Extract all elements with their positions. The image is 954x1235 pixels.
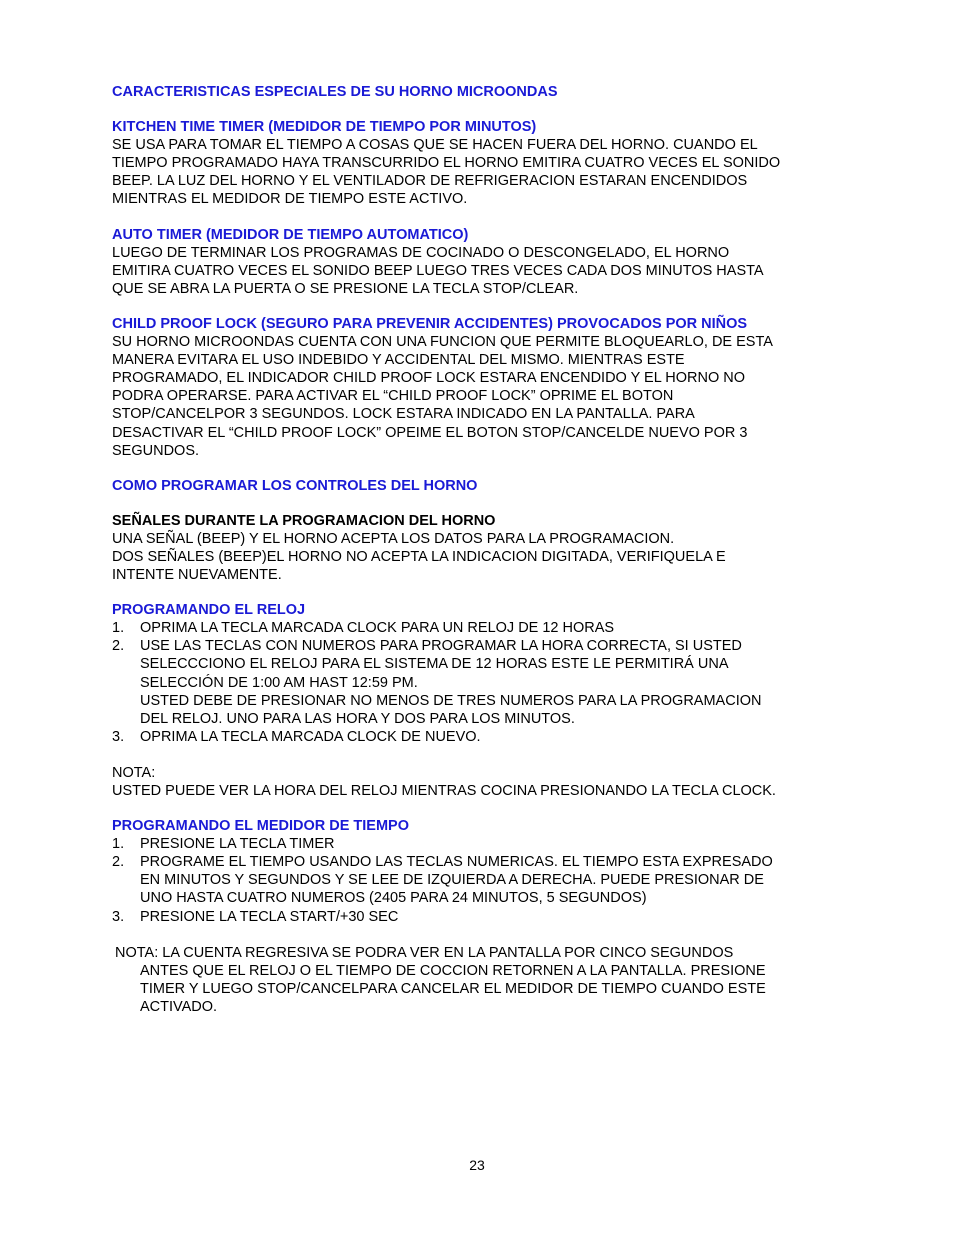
text-line: SU HORNO MICROONDAS CUENTA CON UNA FUNCION QUE PERMITE BLOQUEARLO, DE ESTA [112,334,773,351]
section-heading: KITCHEN TIME TIMER (MEDIDOR DE TIEMPO POR MINUTOS) [112,119,537,136]
text-line: TIEMPO PROGRAMADO HAYA TRANSCURRIDO EL HORNO EMITIRA CUATRO VECES EL SONIDO [112,155,781,172]
timer-note [112,944,842,1016]
text-line: DEL RELOJ. UNO PARA LAS HORA Y DOS PARA LOS MINUTOS. [140,710,575,727]
text-line: USTED DEBE DE PRESIONAR NO MENOS DE TRES NUMEROS PARA LA PROGRAMACION [140,692,762,709]
text-line: DESACTIVAR EL “CHILD PROOF LOCK” OPEIME EL BOTON STOP/CANCELDE NUEVO POR 3 [112,424,748,441]
page-title: CARACTERISTICAS ESPECIALES DE SU HORNO MICROONDAS [112,84,558,100]
text-line: INTENTE NUEVAMENTE. [112,567,282,584]
list-number: 3. [112,728,125,745]
section-heading: PROGRAMANDO EL RELOJ [112,602,306,619]
text-line: OPRIMA LA TECLA MARCADA CLOCK DE NUEVO. [140,728,481,745]
text-line: MIENTRAS EL MEDIDOR DE TIEMPO ESTE ACTIVO. [112,191,468,208]
text-line: BEEP. LA LUZ DEL HORNO Y EL VENTILADOR DE REFRIGERACION ESTARAN ENCENDIDOS [112,173,748,190]
note-text: NOTA: LA CUENTA REGRESIVA SE PODRA VER EN LA PANTALLA POR CINCO SEGUNDOS [115,944,734,961]
text-line: SE USA PARA TOMAR EL TIEMPO A COSAS QUE SE HACEN FUERA DEL HORNO. CUANDO EL [112,137,758,154]
text-line: STOP/CANCELPOR 3 SEGUNDOS. LOCK ESTARA INDICADO EN LA PANTALLA. PARA [112,406,695,423]
note-label: NOTA: [112,764,156,781]
text-line: EN MINUTOS Y SEGUNDOS Y SE LEE DE IZQUIERDA A DERECHA. PUEDE PRESIONAR DE [140,872,764,889]
list-item [112,637,842,727]
text-line: SELECCIÓN DE 1:00 AM HAST 12:59 PM. [140,674,418,691]
section-timer [112,817,842,1016]
section-heading: SEÑALES DURANTE LA PROGRAMACION DEL HORNO [112,512,496,529]
list-number: 2. [112,854,125,871]
list-item [112,853,842,907]
section-heading: CHILD PROOF LOCK (SEGURO PARA PREVENIR ACCIDENTES) PROVOCADOS POR NIÑOS [112,315,748,332]
list-number: 1. [112,836,125,853]
note-text: ACTIVADO. [140,998,218,1015]
text-line: PODRA OPERARSE. PARA ACTIVAR EL “CHILD PROOF LOCK” OPRIME EL BOTON [112,388,674,405]
text-line: SEGUNDOS. [112,442,200,459]
list-number: 2. [112,638,125,655]
text-line: OPRIMA LA TECLA MARCADA CLOCK PARA UN RELOJ DE 12 HORAS [140,620,615,637]
section-heading: PROGRAMANDO EL MEDIDOR DE TIEMPO [112,818,409,835]
list-item [112,619,842,637]
page-number: 23 [469,1157,485,1173]
text-line: PROGRAME EL TIEMPO USANDO LAS TECLAS NUMERICAS. EL TIEMPO ESTA EXPRESADO [140,854,773,871]
text-line: DOS SEÑALES (BEEP)EL HORNO NO ACEPTA LA INDICACION DIGITADA, VERIFIQUELA E [112,548,726,565]
list-item [112,728,842,746]
text-line: EMITIRA CUATRO VECES EL SONIDO BEEP LUEGO TRES VECES CADA DOS MINUTOS HASTA [112,262,764,279]
note-text: TIMER Y LUEGO STOP/CANCELPARA CANCELAR EL MEDIDOR DE TIEMPO CUANDO ESTE [140,980,766,997]
section-kitchen-timer [112,118,842,208]
text-line: MANERA EVITARA EL USO INDEBIDO Y ACCIDENTAL DEL MISMO. MIENTRAS ESTE [112,352,685,369]
section-clock [112,601,842,800]
note-text: USTED PUEDE VER LA HORA DEL RELOJ MIENTRAS COCINA PRESIONANDO LA TECLA CLOCK. [112,783,776,799]
document-page [112,83,842,1016]
numbered-list [112,835,842,925]
section-auto-timer [112,226,842,298]
list-item [112,908,842,926]
text-line: PRESIONE LA TECLA TIMER [140,836,335,853]
section-signals [112,512,842,584]
list-number: 1. [112,620,125,637]
section-heading: AUTO TIMER (MEDIDOR DE TIEMPO AUTOMATICO) [112,226,469,243]
text-line: LUEGO DE TERMINAR LOS PROGRAMAS DE COCINADO O DESCONGELADO, EL HORNO [112,244,730,261]
text-line: UNO HASTA CUATRO NUMEROS (2405 PARA 24 MINUTOS, 5 SEGUNDOS) [140,890,647,907]
text-line: USE LAS TECLAS CON NUMEROS PARA PROGRAMAR LA HORA CORRECTA, SI USTED [140,638,742,655]
text-line: QUE SE ABRA LA PUERTA O SE PRESIONE LA TECLA STOP/CLEAR. [112,280,579,297]
numbered-list [112,619,842,746]
text-line: PRESIONE LA TECLA START/+30 SEC [140,908,399,925]
list-item [112,835,842,853]
section-child-lock [112,315,842,460]
list-number: 3. [112,908,125,925]
note-text: ANTES QUE EL RELOJ O EL TIEMPO DE COCCION RETORNEN A LA PANTALLA. PRESIONE [140,962,766,979]
section-heading-programming: COMO PROGRAMAR LOS CONTROLES DEL HORNO [112,477,478,494]
text-line: SELECCCIONO EL RELOJ PARA EL SISTEMA DE 12 HORAS ESTE LE PERMITIRÁ UNA [140,656,729,673]
text-line: PROGRAMADO, EL INDICADOR CHILD PROOF LOCK ESTARA ENCENDIDO Y EL HORNO NO [112,370,746,387]
text-line: UNA SEÑAL (BEEP) Y EL HORNO ACEPTA LOS DATOS PARA LA PROGRAMACION. [112,530,675,547]
